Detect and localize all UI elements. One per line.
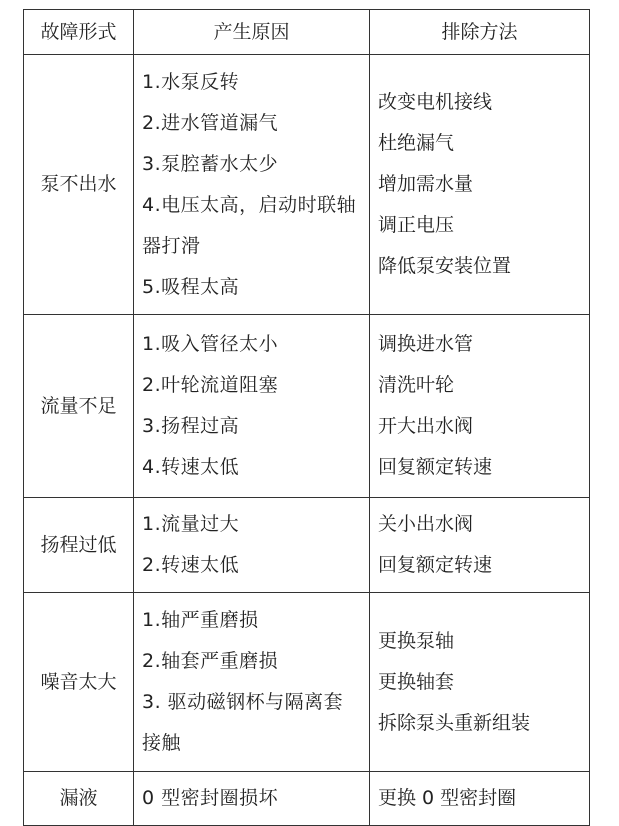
cause-line: 1.轴严重磨损 bbox=[142, 609, 259, 631]
solution-cell bbox=[370, 315, 590, 498]
cause-line: 4.转速太低 bbox=[142, 456, 240, 478]
solution-line: 清洗叶轮 bbox=[378, 374, 455, 396]
cause-line: 5.吸程太高 bbox=[142, 275, 240, 298]
solution-line: 改变电机接线 bbox=[378, 91, 493, 113]
table-row bbox=[24, 498, 590, 593]
solution-cell bbox=[370, 498, 590, 593]
fault-type-cell: 泵不出水 bbox=[24, 55, 134, 315]
solution-line: 调换进水管 bbox=[378, 333, 474, 355]
solution-line: 降低泵安装位置 bbox=[378, 255, 512, 277]
header-cause: 产生原因 bbox=[134, 10, 370, 55]
fault-type-cell: 流量不足 bbox=[24, 315, 134, 498]
solution-cell bbox=[370, 593, 590, 772]
cause-line: 1.流量过大 bbox=[142, 513, 240, 535]
solution-line: 调正电压 bbox=[378, 214, 455, 236]
fault-type-cell: 扬程过低 bbox=[24, 498, 134, 593]
cause-cell bbox=[134, 772, 370, 826]
cause-line: 接触 bbox=[142, 732, 182, 754]
header-fault-type: 故障形式 bbox=[24, 10, 134, 55]
cause-line: 0 型密封圈损坏 bbox=[142, 787, 279, 809]
table-row bbox=[24, 315, 590, 498]
cause-line: 3.泵腔蓄水太少 bbox=[142, 152, 279, 175]
table-row bbox=[24, 772, 590, 826]
solution-line: 更换 0 型密封圈 bbox=[378, 787, 517, 809]
header-row bbox=[24, 10, 590, 55]
solution-line: 增加需水量 bbox=[378, 173, 474, 195]
header-solution: 排除方法 bbox=[370, 10, 590, 55]
solution-line: 回复额定转速 bbox=[378, 456, 493, 478]
cause-line: 2.叶轮流道阻塞 bbox=[142, 374, 279, 396]
cause-line: 2.轴套严重磨损 bbox=[142, 650, 279, 672]
cause-cell bbox=[134, 593, 370, 772]
solution-cell bbox=[370, 772, 590, 826]
solution-line: 回复额定转速 bbox=[378, 554, 493, 576]
cause-cell bbox=[134, 498, 370, 593]
solution-line: 杜绝漏气 bbox=[378, 132, 455, 154]
cause-line: 3. 驱动磁钢杯与隔离套 bbox=[142, 691, 344, 713]
cause-line: 2.进水管道漏气 bbox=[142, 111, 279, 134]
solution-line: 开大出水阀 bbox=[378, 415, 474, 437]
cause-line: 1.吸入管径太小 bbox=[142, 333, 279, 355]
fault-type-cell: 漏液 bbox=[24, 772, 134, 826]
table-row bbox=[24, 593, 590, 772]
cause-line: 器打滑 bbox=[142, 234, 201, 257]
solution-line: 拆除泵头重新组装 bbox=[378, 711, 531, 734]
cause-line: 1.水泵反转 bbox=[142, 70, 240, 93]
fault-table bbox=[23, 9, 590, 826]
solution-cell bbox=[370, 55, 590, 315]
cause-cell bbox=[134, 315, 370, 498]
solution-line: 关小出水阀 bbox=[378, 513, 474, 535]
cause-line: 2.转速太低 bbox=[142, 554, 240, 576]
cause-line: 4.电压太高，启动时联轴 bbox=[142, 193, 357, 216]
fault-type-cell: 噪音太大 bbox=[24, 593, 134, 772]
cause-cell bbox=[134, 55, 370, 315]
solution-line: 更换泵轴 bbox=[378, 629, 455, 652]
table-row bbox=[24, 55, 590, 315]
solution-line: 更换轴套 bbox=[378, 670, 455, 693]
cause-line: 3.扬程过高 bbox=[142, 415, 240, 437]
